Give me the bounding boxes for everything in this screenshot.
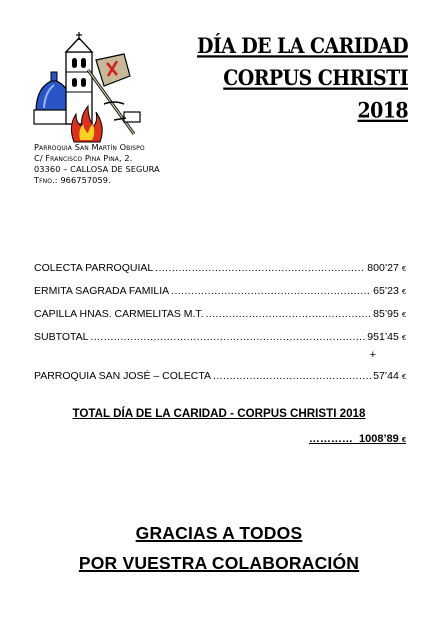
- title-line-2: CORPUS CHRISTI: [223, 65, 408, 91]
- euro-sign: €: [401, 333, 406, 342]
- collection-label: CAPILLA HNAS. CARMELITAS M.T.: [34, 308, 204, 320]
- collection-row: [34, 285, 406, 308]
- euro-sign: €: [401, 264, 406, 273]
- subtotal-label: SUBTOTAL: [34, 331, 89, 343]
- leader-dots: [206, 308, 372, 320]
- collection-row: [34, 308, 406, 331]
- collection-label: PARROQUIA SAN JOSÉ – COLECTA: [34, 370, 211, 382]
- subtotal-amount: [367, 331, 406, 343]
- amount-value: 951’45: [367, 331, 399, 343]
- euro-sign: €: [401, 372, 406, 381]
- collection-amount: [367, 262, 406, 274]
- leader-dots: [155, 262, 365, 274]
- amount-value: 57’44: [373, 370, 399, 382]
- leader-dots: [171, 285, 371, 297]
- amount-value: 800’27: [367, 262, 399, 274]
- parish-emblem: [30, 30, 145, 148]
- collection-label: COLECTA PARROQUIAL: [34, 262, 154, 274]
- leader-dots: [213, 370, 371, 382]
- collection-amount: [373, 308, 406, 320]
- total-value: 1008’89: [359, 433, 399, 445]
- document-title: [197, 30, 408, 127]
- collection-row: [34, 370, 406, 393]
- total-dots: …………: [308, 433, 353, 445]
- euro-sign: €: [401, 310, 406, 319]
- euro-sign: €: [401, 287, 406, 296]
- euro-sign: €: [401, 435, 406, 444]
- title-line-3: 2018: [357, 97, 408, 124]
- parish-name: Parroquia San Martín Obispo: [34, 142, 145, 152]
- amount-value: 65’23: [373, 285, 399, 297]
- parish-phone: Tfno.: 966757059.: [34, 175, 111, 185]
- title-line-1: DÍA DE LA CARIDAD: [196, 33, 408, 59]
- thanks-line-2: POR VUESTRA COLABORACIÓN: [78, 553, 360, 573]
- parish-emblem-icon: [30, 30, 145, 148]
- leader-dots: [90, 331, 365, 343]
- parish-city: 03360 – CALLOSA DE SEGURA: [34, 164, 160, 174]
- amount-value: 85’95: [373, 308, 399, 320]
- collection-amount: [373, 285, 406, 297]
- plus-sign: +: [369, 349, 376, 361]
- collection-amount: [373, 370, 406, 382]
- parish-street: C/ Francisco Pina Pina, 2.: [34, 153, 133, 163]
- collection-row: [34, 262, 406, 285]
- thanks-line-1: GRACIAS A TODOS: [135, 523, 303, 543]
- collection-label: ERMITA SAGRADA FAMILIA: [34, 285, 170, 297]
- parish-address: [34, 142, 160, 186]
- total-amount: [309, 433, 406, 445]
- total-label: TOTAL DÍA DE LA CARIDAD - CORPUS CHRISTI 2018: [72, 407, 366, 420]
- thanks-message: [0, 518, 438, 578]
- collections-list: [34, 262, 406, 393]
